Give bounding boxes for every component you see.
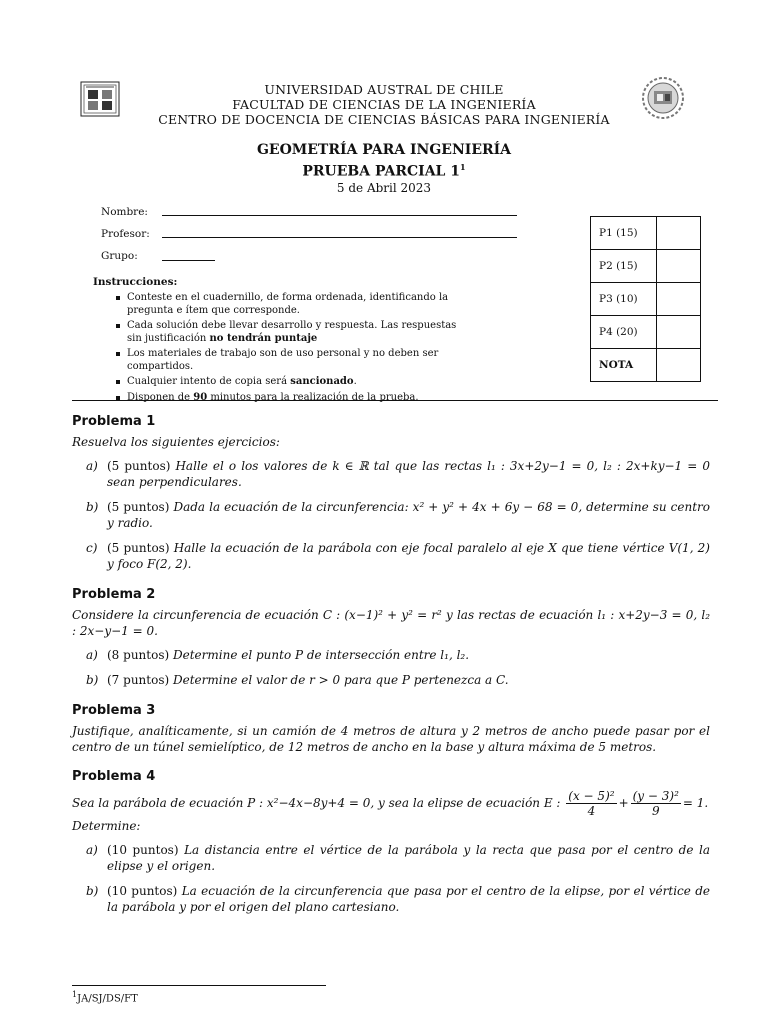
exam-date: 5 de Abril 2023 [336, 180, 432, 195]
bullet-square-icon [116, 324, 120, 328]
name-field-line[interactable] [162, 215, 517, 216]
problem-2a: a) (8 puntos) Determine el punto P de intersección entre l₁, l₂. [86, 648, 470, 662]
score-table [590, 216, 701, 382]
exam-title: PRUEBA PARCIAL $1^1$ [302, 162, 466, 180]
problem-2-title: Problema 2 [72, 587, 156, 602]
faculty-name: FACULTAD DE CIENCIAS DE LA INGENIERÍA [232, 97, 536, 112]
score-box-p2[interactable] [657, 250, 701, 283]
section-divider [72, 400, 718, 401]
institution-header [0, 82, 768, 127]
instruction-item: Conteste en el cuadernillo, de forma ordenada, identificando la pregunta e ítem que corresponde. [93, 292, 473, 317]
bullet-square-icon [116, 296, 120, 300]
problem-4-intro: Sea la parábola de ecuación P : x²−4x−8y+4 = 0, y sea la elipse de ecuación E : $\frac{\text{(x − 5)²}}{4}$ + $\frac{\text{(y − 3)²}}{9}$ = 1. Determine: [72, 789, 709, 833]
problem-1c: c) (5 puntos) Halle la ecuación de la parábola con eje focal paralelo al eje X que tiene vértice V(1, 2) y foco F(2, 2). [86, 541, 710, 571]
group-field-line[interactable] [162, 260, 215, 261]
footnote-divider [72, 985, 326, 986]
university-name: UNIVERSIDAD AUSTRAL DE CHILE [264, 82, 504, 97]
score-box-nota[interactable] [657, 349, 701, 382]
problem-4-title: Problema 4 [72, 769, 156, 784]
ellipse-fraction-x: $\frac{\text{(x − 5)²}}{4}$ [568, 789, 615, 818]
score-label-p3: P3 (10) [591, 283, 657, 316]
problem-4b: b) (10 puntos) La ecuación de la circunferencia que pasa por el centro de la elipse, por el vértice de la parábola y por el origen del plano cartesiano. [86, 884, 710, 914]
problems-section [72, 414, 710, 924]
score-label-p2: P2 (15) [591, 250, 657, 283]
table-row [591, 283, 701, 316]
group-label: Grupo: [101, 250, 138, 262]
score-box-p4[interactable] [657, 316, 701, 349]
exam-title-block [0, 142, 768, 196]
problem-1b: b) (5 puntos) Dada la ecuación de la circunferencia: x² + y² + 4x + 6y − 68 = 0, determine su centro y radio. [86, 500, 710, 530]
bullet-square-icon [116, 380, 120, 384]
bullet-square-icon [116, 396, 120, 400]
table-row [591, 217, 701, 250]
ellipse-fraction-y: $\frac{\text{(y − 3)²}}{9}$ [632, 789, 679, 818]
center-name: CENTRO DE DOCENCIA DE CIENCIAS BÁSICAS PARA INGENIERÍA [158, 112, 610, 127]
problem-2b: b) (7 puntos) Determine el valor de r > 0 para que P pertenezca a C. [86, 673, 509, 687]
footnote: $^1$JA/SJ/DS/FT [72, 990, 138, 1005]
problem-4a: a) (10 puntos) La distancia entre el vértice de la parábola y la recta que pasa por el centro de la elipse y el origen. [86, 843, 710, 873]
course-title: GEOMETRÍA PARA INGENIERÍA [256, 142, 512, 158]
problem-1a: a) (5 puntos) Halle el o los valores de k ∈ ℝ tal que las rectas l₁ : 3x+2y−1 = 0, l₂ : 2x+ky−1 = 0 sean perpendiculares. [86, 459, 710, 489]
instructions-block [93, 276, 473, 407]
score-label-p4: P4 (20) [591, 316, 657, 349]
instruction-item: Cualquier intento de copia será sancionado. [93, 376, 473, 389]
professor-label: Profesor: [101, 228, 150, 240]
score-label-p1: P1 (15) [591, 217, 657, 250]
instruction-item: Disponen de 90 minutos para la realización de la prueba. [93, 392, 473, 405]
instruction-item: Los materiales de trabajo son de uso personal y no deben ser compartidos. [93, 348, 473, 373]
problem-2-intro: Considere la circunferencia de ecuación C : (x−1)² + y² = r² y las rectas de ecuación l₁ : x+2y−3 = 0, l₂ : 2x−y−1 = 0. [72, 608, 710, 638]
problem-3-title: Problema 3 [72, 703, 156, 718]
table-row [591, 250, 701, 283]
name-label: Nombre: [101, 206, 148, 218]
table-row [591, 316, 701, 349]
instruction-item: Cada solución debe llevar desarrollo y respuesta. Las respuestas sin justificación no tendrán puntaje [93, 320, 473, 345]
problem-3-text: Justifique, analíticamente, si un camión de 4 metros de altura y 2 metros de ancho puede pasar por el centro de un túnel semielíptico, de 12 metros de ancho en la base y altura máxima de 5 metros. [72, 724, 710, 754]
score-box-p3[interactable] [657, 283, 701, 316]
instructions-heading: Instrucciones: [93, 276, 178, 288]
score-box-p1[interactable] [657, 217, 701, 250]
bullet-square-icon [116, 352, 120, 356]
table-row [591, 349, 701, 382]
problem-1-intro: Resuelva los siguientes ejercicios: [72, 435, 280, 449]
professor-field-line[interactable] [162, 237, 517, 238]
score-label-nota: NOTA [591, 349, 657, 382]
title-footnote-mark: 1 [460, 162, 466, 172]
problem-1-title: Problema 1 [72, 414, 156, 429]
